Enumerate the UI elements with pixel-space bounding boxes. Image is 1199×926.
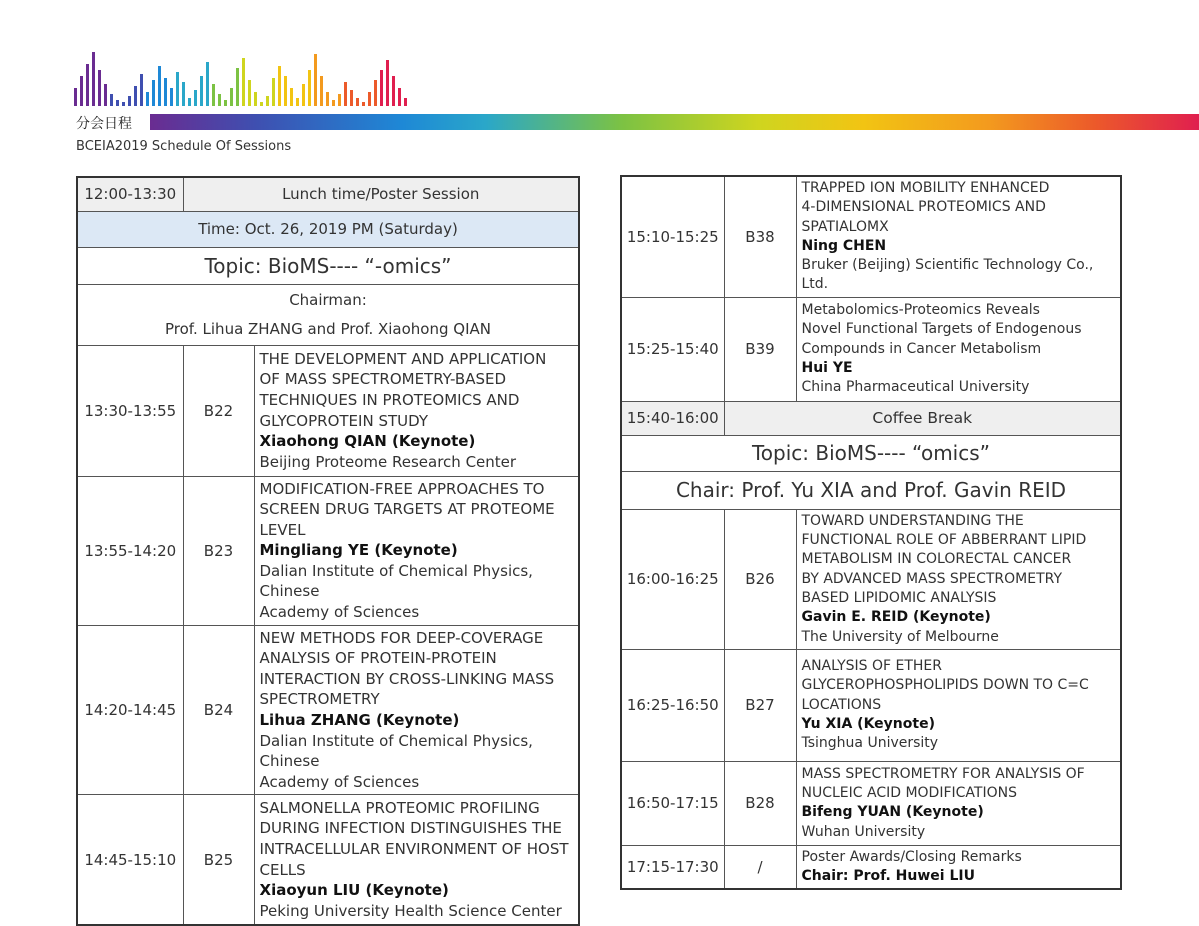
schedule-table-left (76, 176, 580, 926)
session-row (77, 625, 579, 795)
logo-bar (80, 76, 83, 106)
logo-bar (104, 84, 107, 106)
session-code: B27 (724, 649, 796, 761)
talk-title-line: OF MASS SPECTROMETRY-BASED (259, 370, 507, 389)
talk-title-line: LEVEL (259, 520, 306, 539)
speaker-affiliation: Dalian Institute of Chemical Physics, Chinese (259, 561, 533, 601)
logo-bar (86, 64, 89, 106)
talk-title-line: 4-DIMENSIONAL PROTEOMICS AND (801, 199, 1046, 216)
session-row (77, 795, 579, 925)
closing-row (621, 845, 1121, 889)
session-time: 16:50-17:15 (621, 761, 724, 845)
session-code: B26 (724, 509, 796, 649)
talk-title-line: GLYCOPROTEIN STUDY (259, 411, 428, 430)
session-time: 14:20-14:45 (77, 625, 183, 795)
logo-bar (128, 96, 131, 106)
logo-equalizer-bars (74, 50, 414, 108)
logo-bar (116, 100, 119, 106)
speaker-affiliation: Tsinghua University (801, 735, 939, 752)
talk-title-line: Novel Functional Targets of Endogenous (801, 321, 1082, 338)
logo-bar (164, 78, 167, 106)
session-code: B22 (183, 345, 254, 476)
talk-title-line: DURING INFECTION DISTINGUISHES THE (259, 819, 562, 838)
schedule-subtitle: BCEIA2019 Schedule Of Sessions (76, 139, 292, 154)
talk-title-line: MODIFICATION-FREE APPROACHES TO (259, 479, 545, 498)
session-code: B23 (183, 476, 254, 625)
logo-bar (98, 70, 101, 106)
session-date: Time: Oct. 26, 2019 PM (Saturday) (77, 211, 579, 247)
speaker-affiliation: Wuhan University (801, 823, 926, 840)
logo-bar (230, 88, 233, 106)
speaker-name: Hui YE (801, 359, 853, 376)
session-code: B39 (724, 297, 796, 401)
talk-title-line: SALMONELLA PROTEOMIC PROFILING (259, 798, 540, 817)
talk-title-line: SPECTROMETRY (259, 690, 380, 709)
logo-bar (386, 60, 389, 106)
logo-bar (266, 96, 269, 106)
session-time: 13:30-13:55 (77, 345, 183, 476)
logo-bar (302, 84, 305, 106)
logo-bar (188, 98, 191, 106)
speaker-affiliation: Academy of Sciences (259, 603, 420, 622)
logo-bar (368, 92, 371, 106)
chair-label: Chairman: (289, 290, 367, 309)
rainbow-band (150, 114, 1199, 130)
logo-bar (332, 100, 335, 106)
logo-bar (158, 66, 161, 106)
logo-bar (92, 52, 95, 106)
session-time: 15:10-15:25 (621, 176, 724, 297)
talk-title-line: NEW METHODS FOR DEEP-COVERAGE (259, 628, 544, 647)
speaker-affiliation: China Pharmaceutical University (801, 379, 1030, 396)
talk-title-line: THE DEVELOPMENT AND APPLICATION (259, 349, 547, 368)
session-row (621, 761, 1121, 845)
topic-title: Topic: BioMS---- “-omics” (77, 247, 579, 284)
coffee-time: 15:40-16:00 (621, 401, 724, 435)
talk-title-line: Compounds in Cancer Metabolism (801, 340, 1042, 357)
talk-title-line: Metabolomics-Proteomics Reveals (801, 302, 1040, 319)
talk-title-line: BASED LIPIDOMIC ANALYSIS (801, 589, 997, 606)
logo-bar (272, 78, 275, 106)
speaker-name: Bifeng YUAN (Keynote) (801, 804, 984, 821)
speaker-affiliation: Beijing Proteome Research Center (259, 452, 517, 471)
logo-bar (200, 76, 203, 106)
logo-bar (236, 68, 239, 106)
logo-bar (170, 88, 173, 106)
talk-title-line: SPATIALOMX (801, 218, 889, 235)
logo-bar (218, 94, 221, 106)
chair-names: Prof. Lihua ZHANG and Prof. Xiaohong QIAN (165, 319, 491, 338)
session-row (77, 345, 579, 476)
topic-row (77, 247, 579, 284)
session-row (621, 297, 1121, 401)
logo-bar (284, 76, 287, 106)
logo-bar (362, 102, 365, 106)
talk-title-line: MASS SPECTROMETRY FOR ANALYSIS OF (801, 765, 1085, 782)
speaker-name: Ning CHEN (801, 237, 887, 254)
logo-bar (122, 102, 125, 106)
session-code: B24 (183, 625, 254, 795)
logo-bar (176, 72, 179, 106)
closing-time: 17:15-17:30 (621, 845, 724, 889)
closing-chair: Chair: Prof. Huwei LIU (801, 868, 975, 885)
chinese-title: 分会日程 (76, 116, 132, 132)
session-time: 16:25-16:50 (621, 649, 724, 761)
closing-code: / (724, 845, 796, 889)
chair-right: Chair: Prof. Yu XIA and Prof. Gavin REID (621, 471, 1121, 509)
logo-bar (224, 100, 227, 106)
date-row (77, 211, 579, 247)
logo-bar (380, 70, 383, 106)
session-time: 14:45-15:10 (77, 795, 183, 925)
talk-title-line: LOCATIONS (801, 696, 882, 713)
chair-row-right (621, 471, 1121, 509)
logo-bar (146, 92, 149, 106)
logo-bar (350, 90, 353, 106)
speaker-affiliation: Ltd. (801, 276, 829, 293)
topic-title-right: Topic: BioMS---- “omics” (621, 435, 1121, 471)
lunch-row (77, 177, 579, 211)
logo-bar (338, 94, 341, 106)
speaker-name: Xiaohong QIAN (Keynote) (259, 432, 476, 451)
logo-bar (374, 80, 377, 106)
chair-row (77, 284, 579, 345)
logo-bar (314, 54, 317, 106)
schedule-table-right (620, 175, 1122, 890)
logo-bar (74, 88, 77, 106)
session-code: B28 (724, 761, 796, 845)
talk-title-line: TOWARD UNDERSTANDING THE (801, 512, 1024, 529)
talk-title-line: ANALYSIS OF PROTEIN-PROTEIN (259, 649, 497, 668)
speaker-affiliation: Bruker (Beijing) Scientific Technology Co., (801, 257, 1094, 274)
logo-bar (212, 84, 215, 106)
logo-bar (134, 86, 137, 106)
talk-title-line: ANALYSIS OF ETHER (801, 658, 942, 675)
session-row (77, 476, 579, 625)
coffee-label: Coffee Break (724, 401, 1121, 435)
session-time: 16:00-16:25 (621, 509, 724, 649)
session-code: B25 (183, 795, 254, 925)
logo-bar (392, 76, 395, 106)
talk-title-line: INTRACELLULAR ENVIRONMENT OF HOST (259, 840, 569, 859)
speaker-affiliation: Dalian Institute of Chemical Physics, Chinese (259, 731, 533, 771)
logo-bar (398, 88, 401, 106)
logo-bar (356, 98, 359, 106)
topic-row-right (621, 435, 1121, 471)
logo-bar (248, 80, 251, 106)
session-row (621, 176, 1121, 297)
talk-title-line: CELLS (259, 860, 306, 879)
lunch-label: Lunch time/Poster Session (183, 177, 579, 211)
session-time: 13:55-14:20 (77, 476, 183, 625)
talk-title-line: GLYCEROPHOSPHOLIPIDS DOWN TO C=C (801, 677, 1089, 694)
speaker-affiliation: Academy of Sciences (259, 772, 420, 791)
logo-bar (320, 76, 323, 106)
logo-bar (344, 82, 347, 106)
session-row (621, 509, 1121, 649)
talk-title-line: TECHNIQUES IN PROTEOMICS AND (259, 390, 520, 409)
logo-bar (194, 90, 197, 106)
speaker-name: Gavin E. REID (Keynote) (801, 609, 991, 626)
speaker-name: Mingliang YE (Keynote) (259, 541, 458, 560)
logo-bar (260, 102, 263, 106)
talk-title-line: METABOLISM IN COLORECTAL CANCER (801, 551, 1072, 568)
speaker-name: Xiaoyun LIU (Keynote) (259, 881, 449, 900)
logo-bar (404, 98, 407, 106)
logo-bar (308, 70, 311, 106)
speaker-affiliation: The University of Melbourne (801, 628, 999, 645)
logo-bar (140, 74, 143, 106)
logo-bar (152, 80, 155, 106)
talk-title-line: INTERACTION BY CROSS-LINKING MASS (259, 669, 555, 688)
session-row (621, 649, 1121, 761)
session-code: B38 (724, 176, 796, 297)
session-time: 15:25-15:40 (621, 297, 724, 401)
logo-bar (278, 66, 281, 106)
speaker-affiliation: Peking University Health Science Center (259, 901, 562, 920)
logo-bar (290, 88, 293, 106)
logo-bar (182, 82, 185, 106)
talk-title-line: FUNCTIONAL ROLE OF ABBERRANT LIPID (801, 532, 1087, 549)
talk-title-line: SCREEN DRUG TARGETS AT PROTEOME (259, 500, 555, 519)
talk-title-line: NUCLEIC ACID MODIFICATIONS (801, 785, 1017, 802)
speaker-name: Lihua ZHANG (Keynote) (259, 711, 460, 730)
talk-title-line: BY ADVANCED MASS SPECTROMETRY (801, 570, 1063, 587)
logo-bar (326, 92, 329, 106)
logo-bar (206, 62, 209, 106)
closing-label: Poster Awards/Closing Remarks (801, 848, 1022, 865)
logo-bar (254, 92, 257, 106)
coffee-row (621, 401, 1121, 435)
speaker-name: Yu XIA (Keynote) (801, 716, 935, 732)
talk-title-line: TRAPPED ION MOBILITY ENHANCED (801, 180, 1050, 196)
logo-bar (110, 94, 113, 106)
lunch-time: 12:00-13:30 (77, 177, 183, 211)
logo-bar (242, 58, 245, 106)
logo-bar (296, 98, 299, 106)
